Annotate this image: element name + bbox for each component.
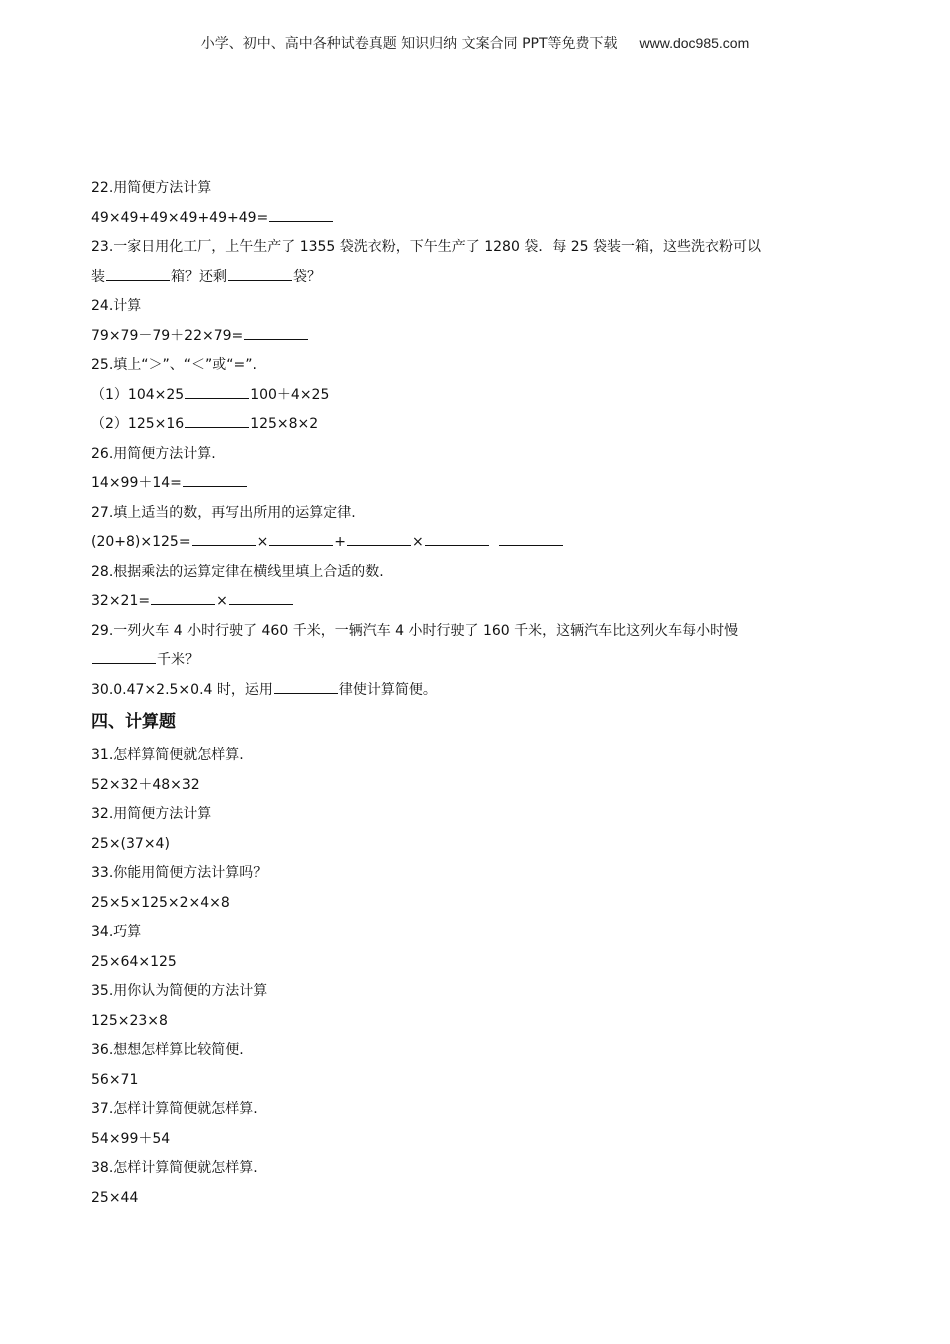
q30-line: 30.0.47×2.5×0.4 时，运用 律使计算简便。 <box>91 676 871 706</box>
law-blank[interactable] <box>499 531 563 546</box>
q34-expression: 25×64×125 <box>91 953 177 970</box>
q25-title: 25.填上“＞”、“＜”或“=”. <box>91 357 257 373</box>
q24-title: 24.计算 <box>91 298 142 314</box>
section-4-heading: 四、计算题 <box>91 712 176 732</box>
answer-blank[interactable] <box>185 384 249 399</box>
q31-title: 31.怎样算简便就怎样算. <box>91 747 244 763</box>
q28-title: 28.根据乘法的运算定律在横线里填上合适的数. <box>91 563 384 580</box>
q35-expression: 125×23×8 <box>91 1012 168 1029</box>
q36-title: 36.想想怎样算比较简便. <box>91 1042 244 1058</box>
answer-blank[interactable] <box>347 531 411 546</box>
q25-sub2: （2）125×16 125×8×2 <box>91 410 871 440</box>
q32-title: 32.用简便方法计算 <box>91 806 212 822</box>
answer-blank[interactable] <box>269 207 333 222</box>
page-header <box>0 33 950 53</box>
answer-blank[interactable] <box>92 649 156 664</box>
q29-line1: 29.一列火车 4 小时行驶了 460 千米，一辆汽车 4 小时行驶了 160 千米，这辆汽车比这列火车每小时慢 <box>91 622 739 639</box>
answer-blank[interactable] <box>228 266 292 281</box>
q22-title: 22.用简便方法计算 <box>91 180 212 196</box>
q35-title: 35.用你认为简便的方法计算 <box>91 983 268 999</box>
q25-sub1: （1）104×25 100＋4×25 <box>91 381 871 411</box>
q34-title: 34.巧算 <box>91 924 142 940</box>
q38-title: 38.怎样计算简便就怎样算. <box>91 1160 258 1176</box>
q27-title: 27.填上适当的数，再写出所用的运算定律. <box>91 504 356 521</box>
answer-blank[interactable] <box>185 413 249 428</box>
document-body <box>91 174 871 1213</box>
header-site: www.doc985.com <box>639 35 750 51</box>
q28-expression: 32×21= × <box>91 587 871 617</box>
q36-expression: 56×71 <box>91 1071 139 1088</box>
answer-blank[interactable] <box>274 679 338 694</box>
header-text: 小学、初中、高中各种试卷真题 知识归纳 文案合同 PPT等免费下载 <box>200 36 618 52</box>
answer-blank[interactable] <box>192 531 256 546</box>
answer-blank[interactable] <box>106 266 170 281</box>
answer-blank[interactable] <box>244 325 308 340</box>
q24-expression: 79×79－79＋22×79= <box>91 322 871 352</box>
q23-line2: 装 箱？还剩 袋？ <box>91 263 871 293</box>
answer-blank[interactable] <box>151 590 215 605</box>
answer-blank[interactable] <box>229 590 293 605</box>
q23-line1: 23.一家日用化工厂，上午生产了 1355 袋洗衣粉，下午生产了 1280 袋．每 25 袋装一箱，这些洗衣粉可以 <box>91 239 762 255</box>
answer-blank[interactable] <box>183 472 247 487</box>
q32-expression: 25×(37×4) <box>91 835 170 852</box>
answer-blank[interactable] <box>425 531 489 546</box>
q37-title: 37.怎样计算简便就怎样算. <box>91 1101 258 1117</box>
q31-expression: 52×32＋48×32 <box>91 776 200 793</box>
q26-title: 26.用简便方法计算. <box>91 445 216 462</box>
q33-expression: 25×5×125×2×4×8 <box>91 894 230 911</box>
q22-expression: 49×49+49×49+49+49= <box>91 204 871 234</box>
q26-expression: 14×99＋14= <box>91 469 871 499</box>
q38-expression: 25×44 <box>91 1189 139 1206</box>
q33-title: 33.你能用简便方法计算吗？ <box>91 865 268 881</box>
q29-line2: 千米？ <box>91 646 871 676</box>
answer-blank[interactable] <box>269 531 333 546</box>
q37-expression: 54×99＋54 <box>91 1130 171 1147</box>
q27-expression: (20+8)×125= × + × <box>91 528 871 558</box>
